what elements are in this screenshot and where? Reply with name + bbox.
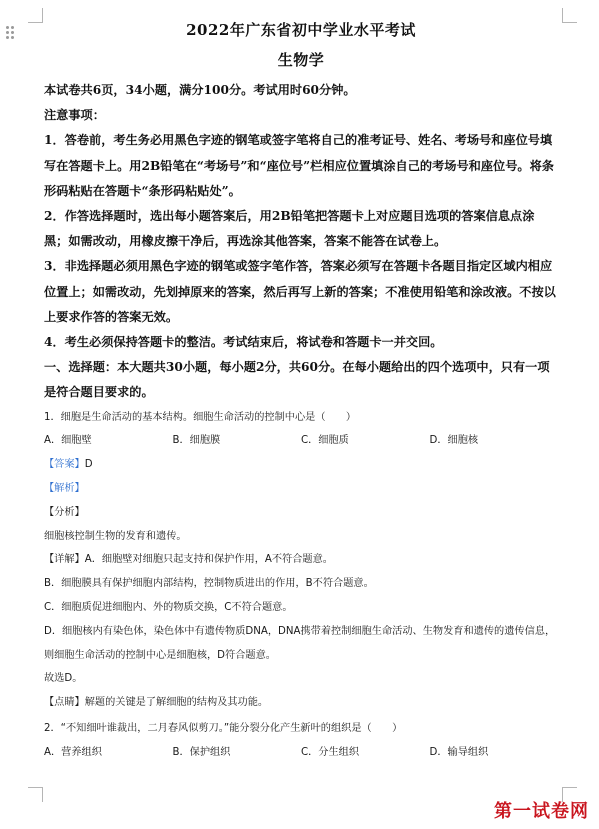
crop-mark-top-left	[28, 8, 43, 23]
question-2-options	[44, 741, 558, 765]
notice-item-4: 4．考生必须保持答题卡的整洁。考试结束后，将试卷和答题卡一并交回。	[44, 335, 443, 350]
q2-option-c: C．分生组织	[301, 746, 360, 758]
q1-option-a: A．细胞壁	[44, 435, 92, 447]
subject-title: 生物学	[277, 51, 325, 69]
comment-tag: 【点睛】	[44, 697, 85, 709]
fenxi-tag: 【分析】	[44, 506, 85, 518]
document-content	[44, 18, 558, 765]
question-1-options	[44, 429, 558, 453]
answer-tag: 【答案】	[44, 459, 85, 471]
conclusion: 故选D。	[44, 673, 83, 685]
q1-answer	[44, 453, 558, 477]
crop-mark-top-right	[562, 8, 577, 23]
drag-handle-icon[interactable]	[6, 26, 16, 40]
answer-value: D	[84, 459, 93, 471]
detail-a	[44, 548, 558, 572]
comment	[44, 691, 558, 715]
q1-option-d: D．细胞核	[429, 435, 479, 447]
detail-tag: 【详解】	[44, 554, 85, 566]
q1-option-c: C．细胞质	[301, 435, 349, 447]
detail-d: D．细胞核内有染色体，染色体中有遗传物质DNA，DNA携带着控制细胞生命活动、生物发育和遗传的遗传信息，则细胞生命活动的控制中心是细胞核，D符合题意。	[44, 625, 556, 661]
fenxi-text: 细胞核控制生物的发育和遗传。	[44, 530, 187, 542]
notice-item-2: 2．作答选择题时，选出每小题答案后，用2B铅笔把答题卡上对应题目选项的答案信息点涂黑；如需改动，用橡皮擦干净后，再选涂其他答案，答案不能答在试卷上。	[44, 209, 535, 249]
q2-option-d: D．输导组织	[429, 746, 489, 758]
notice-title: 注意事项：	[44, 108, 105, 123]
analysis-tag: 【解析】	[44, 483, 85, 495]
section-heading: 一、选择题：本大题共30小题，每小题2分，共60分。在每小题给出的四个选项中，只有一项是符合题目要求的。	[44, 360, 550, 400]
exam-info: 本试卷共6页，34小题，满分100分。考试用时60分钟。	[44, 83, 356, 97]
comment-text: 解题的关键是了解细胞的结构及其功能。	[84, 697, 269, 709]
exam-title: 2022年广东省初中学业水平考试	[186, 21, 416, 39]
detail-a-text: A．细胞壁对细胞只起支持和保护作用，A不符合题意。	[84, 554, 333, 566]
detail-b: B．细胞膜具有保护细胞内部结构，控制物质进出的作用，B不符合题意。	[44, 578, 374, 590]
detail-c: C．细胞质促进细胞内、外的物质交换，C不符合题意。	[44, 602, 293, 614]
q1-option-b: B．细胞膜	[172, 435, 221, 447]
q2-option-b: B．保护组织	[172, 746, 231, 758]
notice-item-1: 1．答卷前，考生务必用黑色字迹的钢笔或签字笔将自己的准考证号、姓名、考场号和座位号填写在答题卡上。用2B铅笔在“考场号”和“座位号”栏相应位置填涂自己的考场号和座位号。将条形码粘贴在答题卡“条形码粘贴处”。	[44, 133, 554, 198]
question-1-stem: 1．细胞是生命活动的基本结构。细胞生命活动的控制中心是（ ）	[44, 411, 357, 423]
crop-mark-bottom-left	[28, 787, 43, 802]
question-2-stem: 2．“不知细叶谁裁出，二月春风似剪刀。”能分裂分化产生新叶的组织是（ ）	[44, 723, 403, 734]
site-watermark: 第一试卷网	[494, 801, 589, 822]
q2-option-a: A．营养组织	[44, 746, 102, 758]
notice-item-3: 3．非选择题必须用黑色字迹的钢笔或签字笔作答，答案必须写在答题卡各题目指定区域内相应位置上；如需改动，先划掉原来的答案，然后再写上新的答案；不准使用铅笔和涂改液。不按以上要求作答的答案无效。	[44, 259, 556, 324]
